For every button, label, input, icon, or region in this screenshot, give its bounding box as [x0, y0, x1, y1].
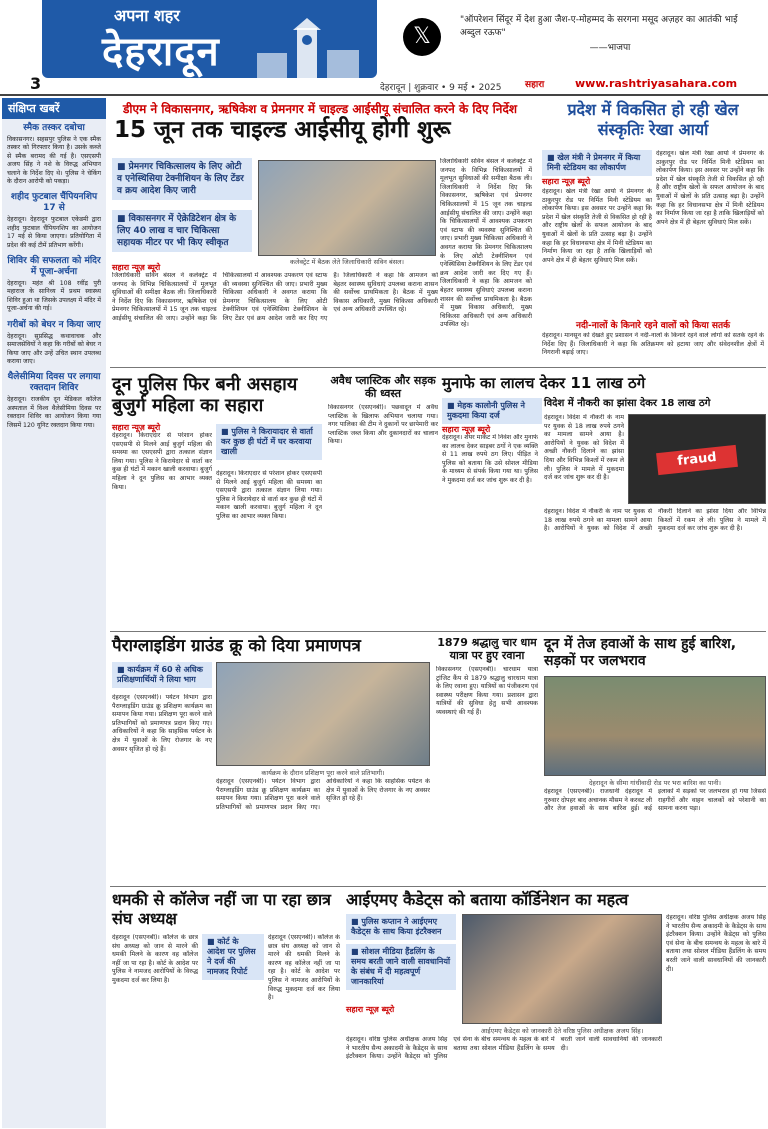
sports-headline[interactable]: प्रदेश में विकसित हो रही खेल संस्कृतिः रेखा आर्या: [567, 100, 739, 139]
photo-caption: कार्यक्रम के दौरान प्रशिक्षण पूरा करने वाले प्रतिभागी।: [261, 769, 385, 777]
ima-photo: [462, 914, 662, 1024]
brief-item[interactable]: [2, 119, 106, 188]
abroad-headline[interactable]: विदेश में नौकरी का झांसा देकर 18 लाख ठगे: [544, 398, 711, 409]
brief-item[interactable]: [2, 316, 106, 369]
paragliding-body: देहरादून (एसएनबी)। पर्यटन विभाग द्वारा पैराग्लाइडिंग ग्राउंड क्रू प्रशिक्षण कार्यक्रम का समापन किया गया। प्रशिक्षण पूरा करने वाले प्रतिभागियों को प्रमाणपत्र प्रदान किए गए। अधिकारियों ने कहा कि साहसिक पर्यटन के क्षेत्र में युवाओं के लिए रोजगार के नए अवसर सृजित हो रहे हैं।: [112, 694, 212, 753]
police-bullet: [216, 424, 322, 460]
bullet-text: पुलिस कप्तान ने आईएमए कैडेट्स के साथ किया इंटरैक्शन: [351, 917, 442, 936]
plastic-body: विकासनगर (एसएनबी)। पछवादून में अवैध प्लास्टिक के खिलाफ अभियान चलाया गया। नगर पालिका की टीम ने दुकानों पर छापेमारी कर प्लास्टिक जब्त किया और दुकानदारों का चालान किया।: [328, 404, 438, 446]
photo-caption: देहरादून के सीमा गांधीवादी रोड पर भरा बारिश का पानी।: [588, 779, 722, 787]
brief-title: शहीद फुटबाल चैंपियनशिप 17 से: [10, 192, 98, 214]
ima-body: देहरादून। वरिष्ठ पुलिस अधीक्षक अजय सिंह ने भारतीय सैन्य अकादमी के कैडेट्स के साथ इंटरैक्शन किया। उन्होंने कैडेट्स को पुलिस एवं सेना के बीच समन्वय के महत्व के बारे में बताया तथा सोशल मीडिया हैंडलिंग के समय बरती जाने वाली सावधानियों की जानकारी दी।: [346, 1036, 662, 1061]
logo-title: देहरादून: [102, 29, 220, 75]
website-link[interactable]: www.rashtriyasahara.com: [575, 77, 738, 90]
photo-caption: आईएमए कैडेट्स को जानकारी देते वरिष्ठ पुलिस अधीक्षक अजय सिंह।: [480, 1027, 644, 1035]
top-story-bullet: [112, 210, 252, 252]
pilgrims-body: विकासनगर (एसएनबी)। चारधाम यात्रा ट्रांजिट कैंप से 1879 श्रद्धालु चारधाम यात्रा के लिए रवाना हुए। यात्रियों का पंजीकरण एवं स्वास्थ्य परीक्षण किया गया। प्रशासन द्वारा यात्रियों की सुविधा हेतु सभी आवश्यक व्यवस्थाएं की गई हैं।: [436, 666, 538, 716]
sports-bullet: [542, 150, 652, 176]
bullet-icon: ■: [447, 401, 458, 410]
masthead: [0, 0, 768, 96]
bullet-text: कोर्ट के आदेश पर पुलिस ने दर्ज की नामजद रिपोर्ट: [207, 937, 256, 976]
byline: सहारा न्यूज़ ब्यूरो: [442, 425, 491, 434]
police-headline[interactable]: दून पुलिस फिर बनी असहाय बुजुर्ग महिला का सहारा: [112, 374, 298, 416]
student-bullet: [202, 934, 264, 980]
bullet-icon: ■: [207, 937, 218, 946]
byline: सहारा न्यूज़ ब्यूरो: [346, 1005, 395, 1014]
paragliding-bullet: [112, 662, 212, 688]
fraud-body: देहरादून। शेयर मार्केट में निवेश और मुनाफे का लालच देकर साइबर ठगों ने एक व्यक्ति से 11 लाख रुपये ठग लिए। पीड़ित ने पुलिस को बताया कि उसे सोशल मीडिया के माध्यम से संपर्क किया गया था। पुलिस ने मुकदमा दर्ज कर जांच शुरू कर दी है।: [442, 434, 538, 484]
bullet-icon: ■: [117, 162, 129, 172]
ima-headline[interactable]: आईएमए कैडेट्स को बताया कॉर्डिनेशन का महत्व: [346, 890, 629, 909]
bullet-icon: ■: [351, 947, 362, 956]
bullet-icon: ■: [221, 427, 232, 436]
top-story-body: जिलाधिकारी सविन बंसल ने कलेक्ट्रेट में जनपद के विभिन्न चिकित्सालयों में मूलभूत सुविधाओं की समीक्षा बैठक ली। जिलाधिकारी ने निर्देश दिए कि विकासनगर, ऋषिकेश एवं प्रेमनगर चिकित्सालयों में 15 जून तक चाइल्ड आईसीयू संचालित की जाए। उन्होंने कहा कि चिकित्सालयों में आवश्यक उपकरण एवं स्टाफ की व्यवस्था सुनिश्चित की जाए। प्रभारी मुख्य चिकित्सा अधिकारी ने अवगत कराया कि प्रेमनगर चिकित्सालय के लिए ओटी टेक्नीशियन एवं एनेस्थिसिया टेक्नीशियन के लिए टेंडर एवं क्रय आदेश जारी कर दिए गए हैं। जिलाधिकारी ने कहा कि आमजन को बेहतर स्वास्थ्य सुविधाएं उपलब्ध कराना शासन की सर्वोच्च प्राथमिकता है। बैठक में मुख्य विकास अधिकारी, मुख्य चिकित्सा अधिकारी एवं अन्य अधिकारी उपस्थित रहे।: [112, 272, 438, 322]
photo-caption: कलेक्ट्रेट में बैठक लेते जिलाधिकारी सविन बंसल।: [290, 258, 404, 266]
brief-text: देहरादून। महंत श्री 108 रवींद्र पुरी महाराज के सानिध्य में प्रथम स्वास्थ्य शिविर हुआ था जिसके उपलक्ष्य में मंदिर में पूजा-अर्चना की गई।: [7, 280, 101, 313]
bullet-text: मेहक कालोनी पुलिस ने मुकदमा किया दर्ज: [447, 401, 525, 420]
brief-item[interactable]: [2, 188, 106, 252]
sports-body: देहरादून। खेल मंत्री रेखा आर्या ने प्रेमनगर के ठाकुरपुर रोड पर निर्मित मिनी स्टेडियम का लोकार्पण किया। इस अवसर पर उन्होंने कहा कि प्रदेश में खेल संस्कृति तेजी से विकसित हो रही है और राष्ट्रीय खेलों के सफल आयोजन के बाद युवाओं में खेलों के प्रति उत्साह बढ़ा है। उन्होंने कहा कि हर विधानसभा क्षेत्र में मिनी स्टेडियम का निर्माण किया जा रहा है ताकि खिलाड़ियों को अपने क्षेत्र में ही बेहतर सुविधाएं मिल सकें।: [542, 188, 652, 264]
page-number: 3: [30, 74, 42, 93]
sidebar-tab: संक्षिप्त खबरें: [2, 98, 106, 119]
paragliding-headline[interactable]: पैराग्लाइडिंग ग्राउंड क्रू को दिया प्रमाणपत्र: [112, 636, 361, 656]
pilgrims-headline[interactable]: 1879 श्रद्धालु चार धाम यात्रा पर हुए रवाना: [437, 636, 537, 662]
fraud-headline[interactable]: मुनाफे का लालच देकर 11 लाख ठगे: [442, 374, 646, 392]
top-story-bullet: [112, 158, 252, 200]
bullet-icon: ■: [351, 917, 362, 926]
bullet-text: पुलिस ने किरायादार से वार्ता कर कुछ ही घंटों में घर करवाया खाली: [221, 427, 313, 456]
top-story-headline[interactable]: 15 जून तक चाइल्ड आईसीयू होगी शुरू: [114, 117, 451, 143]
bullet-text: प्रेमनगर चिकित्सालय के लिए ओटी व एनेस्थिसिया टेक्नीशियन के लिए टेंडर व क्रय आदेश किए जारी: [117, 162, 244, 196]
top-story-kicker: डीएम ने विकासनगर, ऋषिकेश व प्रेमनगर में चाइल्ड आईसीयू संचालित करने के दिए निर्देश: [123, 102, 517, 116]
masthead-divider: [0, 94, 768, 96]
brief-title: थैलेसीमिया दिवस पर लगाया रक्तदान शिविर: [7, 372, 101, 394]
ima-body-continued: देहरादून। वरिष्ठ पुलिस अधीक्षक अजय सिंह ने भारतीय सैन्य अकादमी के कैडेट्स के साथ इंटरैक्शन किया। उन्होंने कैडेट्स को पुलिस एवं सेना के बीच समन्वय के महत्व के बारे में बताया तथा सोशल मीडिया हैंडलिंग के समय बरती जाने वाली सावधानियों की जानकारी दी।: [666, 914, 766, 973]
quote-box: [460, 14, 760, 76]
sports-subhead: नदी-नालों के किनारे रहने वालों को किया सतर्क: [575, 321, 731, 331]
top-story-body-continued: जिलाधिकारी सविन बंसल ने कलेक्ट्रेट में जनपद के विभिन्न चिकित्सालयों में मूलभूत सुविधाओं की समीक्षा बैठक ली। जिलाधिकारी ने निर्देश दिए कि विकासनगर, ऋषिकेश एवं प्रेमनगर चिकित्सालयों में 15 जून तक चाइल्ड आईसीयू संचालित की जाए। उन्होंने कहा कि चिकित्सालयों में आवश्यक उपकरण एवं स्टाफ की व्यवस्था सुनिश्चित की जाए। प्रभारी मुख्य चिकित्सा अधिकारी ने अवगत कराया कि प्रेमनगर चिकित्सालय के लिए ओटी टेक्नीशियन एवं एनेस्थिसिया टेक्नीशियन के लिए टेंडर एवं क्रय आदेश जारी कर दिए गए हैं। जिलाधिकारी ने कहा कि आमजन को बेहतर स्वास्थ्य सुविधाएं उपलब्ध कराना शासन की सर्वोच्च प्राथमिकता है। बैठक में मुख्य विकास अधिकारी, मुख्य चिकित्सा अधिकारी एवं अन्य अधिकारी उपस्थित रहे।: [440, 158, 532, 329]
brief-news-sidebar: [2, 98, 106, 1128]
byline: सहारा न्यूज़ ब्यूरो: [112, 423, 161, 432]
fraud-label: fraud: [656, 445, 738, 475]
plastic-headline[interactable]: अवैध प्लास्टिक और सड़क की ध्वस्त: [330, 374, 436, 400]
paragliding-photo: [216, 662, 430, 766]
issue-dateline: देहरादून | शुक्रवार • 9 मई • 2025: [380, 83, 502, 93]
brief-item[interactable]: [2, 368, 106, 432]
section-divider: [110, 886, 766, 887]
fraud-image: [628, 414, 766, 504]
bullet-icon: ■: [117, 665, 128, 674]
bullet-icon: ■: [547, 153, 558, 162]
police-body: देहरादून। किराएदार से परेशान होकर एसएसपी से मिलने आई बुजुर्ग महिला की समस्या का एसएसपी द्वारा तत्काल संज्ञान लिया गया। पुलिस ने किरायेदार से वार्ता कर कुछ ही घंटों में मकान खाली करवाया। बुजुर्ग महिला ने दून पुलिस का आभार व्यक्त किया।: [112, 432, 212, 491]
logo-subtitle: अपना शहर: [114, 6, 180, 25]
bullet-text: सोशल मीडिया हैंडलिंग के समय बरती जाने वाली सावधानियों के संबंध में दी महत्वपूर्ण जानकारियां: [351, 947, 451, 986]
brief-text: देहरादून। राजकीय दून मेडिकल कॉलेज अस्पताल में विश्व थैलेसीमिया दिवस पर रक्तदान शिविर का आयोजन किया गया जिसमें 120 यूनिट रक्तदान किया गया।: [7, 396, 101, 429]
brief-text: देहरादून। सुप्रसिद्ध कथावाचक और समाजसेवियों ने कहा कि गरीबों को बेघर न किया जाए और उन्हें उचित स्थान उपलब्ध कराया जाए।: [7, 332, 101, 365]
byline: सहारा न्यूज़ ब्यूरो: [112, 263, 161, 272]
bullet-icon: ■: [117, 214, 129, 224]
fraud-bullet: [442, 398, 542, 424]
student-body-continued: देहरादून (एसएनबी)। कॉलेज के छात्र संघ अध्यक्ष को जान से मारने की धमकी मिलने के कारण वह कॉलेज नहीं जा पा रहा है। कोर्ट के आदेश पर पुलिस ने नामजद आरोपियों के विरुद्ध मुकदमा दर्ज कर लिया है।: [268, 934, 340, 1002]
newspaper-logo[interactable]: [42, 0, 377, 78]
brief-text: देहरादून। देहरादून फुटबाल एकेडमी द्वारा शहीद फुटबाल चैंपियनशिप का आयोजन 17 मई से किया जाएगा। प्रतियोगिता में प्रदेश की कई टीमें प्रतिभाग करेंगी।: [7, 216, 101, 249]
quote-source: ——भाजपा: [589, 43, 631, 53]
ima-bullet: [346, 914, 456, 940]
bullet-text: खेल मंत्री ने प्रेमनगर में किया मिनी स्टेडियम का लोकार्पण: [547, 153, 641, 172]
sports-sub-body: देहरादून। मानसून को देखते हुए प्रशासन ने नदी-नालों के किनारे रहने वाले लोगों को सतर्क रहने के निर्देश दिए हैं। जिलाधिकारी ने कहा कि अतिक्रमण को हटाया जाए और संवेदनशील क्षेत्रों में निगरानी बढ़ाई जाए।: [542, 332, 764, 357]
police-body-continued: देहरादून। किराएदार से परेशान होकर एसएसपी से मिलने आई बुजुर्ग महिला की समस्या का एसएसपी द्वारा तत्काल संज्ञान लिया गया। पुलिस ने किरायेदार से वार्ता कर कुछ ही घंटों में मकान खाली करवाया। बुजुर्ग महिला ने दून पुलिस का आभार व्यक्त किया।: [216, 470, 322, 520]
weather-headline[interactable]: दून में तेज हवाओं के साथ हुई बारिश, सड़कों पर जलभराव: [544, 636, 737, 669]
clock-tower-icon: [247, 18, 367, 78]
brief-item[interactable]: [2, 252, 106, 316]
abroad-body-continued: देहरादून। विदेश में नौकरी के नाम पर युवक से 18 लाख रुपये ठगने का मामला सामने आया है। आरोपियों ने युवक को विदेश में अच्छी नौकरी दिलाने का झांसा दिया और विभिन्न किश्तों में रकम ले ली। पुलिस ने मामले में मुकदमा दर्ज कर जांच शुरू कर दी है।: [544, 508, 766, 533]
brief-text: विकासनगर। सहसपुर पुलिस ने एक स्मैक तस्कर को गिरफ्तार किया है। उसके कब्जे से स्मैक बरामद की गई है। एसएसपी अजय सिंह ने नशे के विरुद्ध अभियान चलाने के निर्देश दिए थे। पुलिस ने चेकिंग के दौरान आरोपी को पकड़ा।: [7, 136, 101, 186]
brief-title: शिविर की सफलता को मंदिर में पूजा-अर्चना: [7, 256, 101, 278]
weather-body: देहरादून (एसएनबी)। राजधानी देहरादून में गुरुवार दोपहर बाद अचानक मौसम ने करवट ली और तेज हवाओं के साथ बारिश हुई। कई इलाकों में सड़कों पर जलभराव हो गया जिससे राहगीरों और वाहन चालकों को परेशानी का सामना करना पड़ा।: [544, 788, 766, 813]
meeting-photo: [258, 160, 436, 256]
x-logo-icon[interactable]: 𝕏: [403, 18, 441, 56]
student-headline[interactable]: धमकी से कॉलेज नहीं जा पा रहा छात्र संघ अध्यक्ष: [112, 890, 331, 928]
bullet-text: कार्यक्रम में 60 से अधिक प्रशिक्षणार्थियों ने लिया भाग: [117, 665, 203, 684]
ima-bullet: [346, 944, 456, 990]
sports-body-continued: देहरादून। खेल मंत्री रेखा आर्या ने प्रेमनगर के ठाकुरपुर रोड पर निर्मित मिनी स्टेडियम का लोकार्पण किया। इस अवसर पर उन्होंने कहा कि प्रदेश में खेल संस्कृति तेजी से विकसित हो रही है और राष्ट्रीय खेलों के सफल आयोजन के बाद युवाओं में खेलों के प्रति उत्साह बढ़ा है। उन्होंने कहा कि हर विधानसभा क्षेत्र में मिनी स्टेडियम का निर्माण किया जा रहा है ताकि खिलाड़ियों को अपने क्षेत्र में ही बेहतर सुविधाएं मिल सकें।: [656, 150, 764, 226]
brand-name: सहारा: [525, 80, 545, 90]
paragliding-body-continued: देहरादून (एसएनबी)। पर्यटन विभाग द्वारा पैराग्लाइडिंग ग्राउंड क्रू प्रशिक्षण कार्यक्रम का समापन किया गया। प्रशिक्षण पूरा करने वाले प्रतिभागियों को प्रमाणपत्र प्रदान किए गए। अधिकारियों ने कहा कि साहसिक पर्यटन के क्षेत्र में युवाओं के लिए रोजगार के नए अवसर सृजित हो रहे हैं।: [216, 778, 430, 811]
bullet-text: विकासनगर में ऐक्रेडिटेशन क्षेत्र के लिए 40 लाख व चार चिकित्सा सहायक मीटर पर भी किए स्वीकृत: [117, 214, 236, 248]
section-divider: [110, 631, 766, 632]
abroad-body: देहरादून। विदेश में नौकरी के नाम पर युवक से 18 लाख रुपये ठगने का मामला सामने आया है। आरोपियों ने युवक को विदेश में अच्छी नौकरी दिलाने का झांसा दिया और विभिन्न किश्तों में रकम ले ली। पुलिस ने मामले में मुकदमा दर्ज कर जांच शुरू कर दी है।: [544, 414, 624, 482]
student-body: देहरादून (एसएनबी)। कॉलेज के छात्र संघ अध्यक्ष को जान से मारने की धमकी मिलने के कारण वह कॉलेज नहीं जा पा रहा है। कोर्ट के आदेश पर पुलिस ने नामजद आरोपियों के विरुद्ध मुकदमा दर्ज कर लिया है।: [112, 934, 198, 984]
brief-title: स्मैक तस्कर दबोचा: [23, 123, 85, 133]
byline: सहारा न्यूज़ ब्यूरो: [542, 177, 591, 186]
quote-text: "ऑपरेशन सिंदूर में देश हुआ जैश-ए-मोहम्मद के सरगना मसूद अज़हर का आतंकी भाई अब्दुल रऊफ": [460, 15, 738, 38]
rain-photo: [544, 676, 766, 776]
section-divider: [110, 367, 766, 368]
brief-title: गरीबों को बेघर न किया जाए: [7, 319, 101, 330]
